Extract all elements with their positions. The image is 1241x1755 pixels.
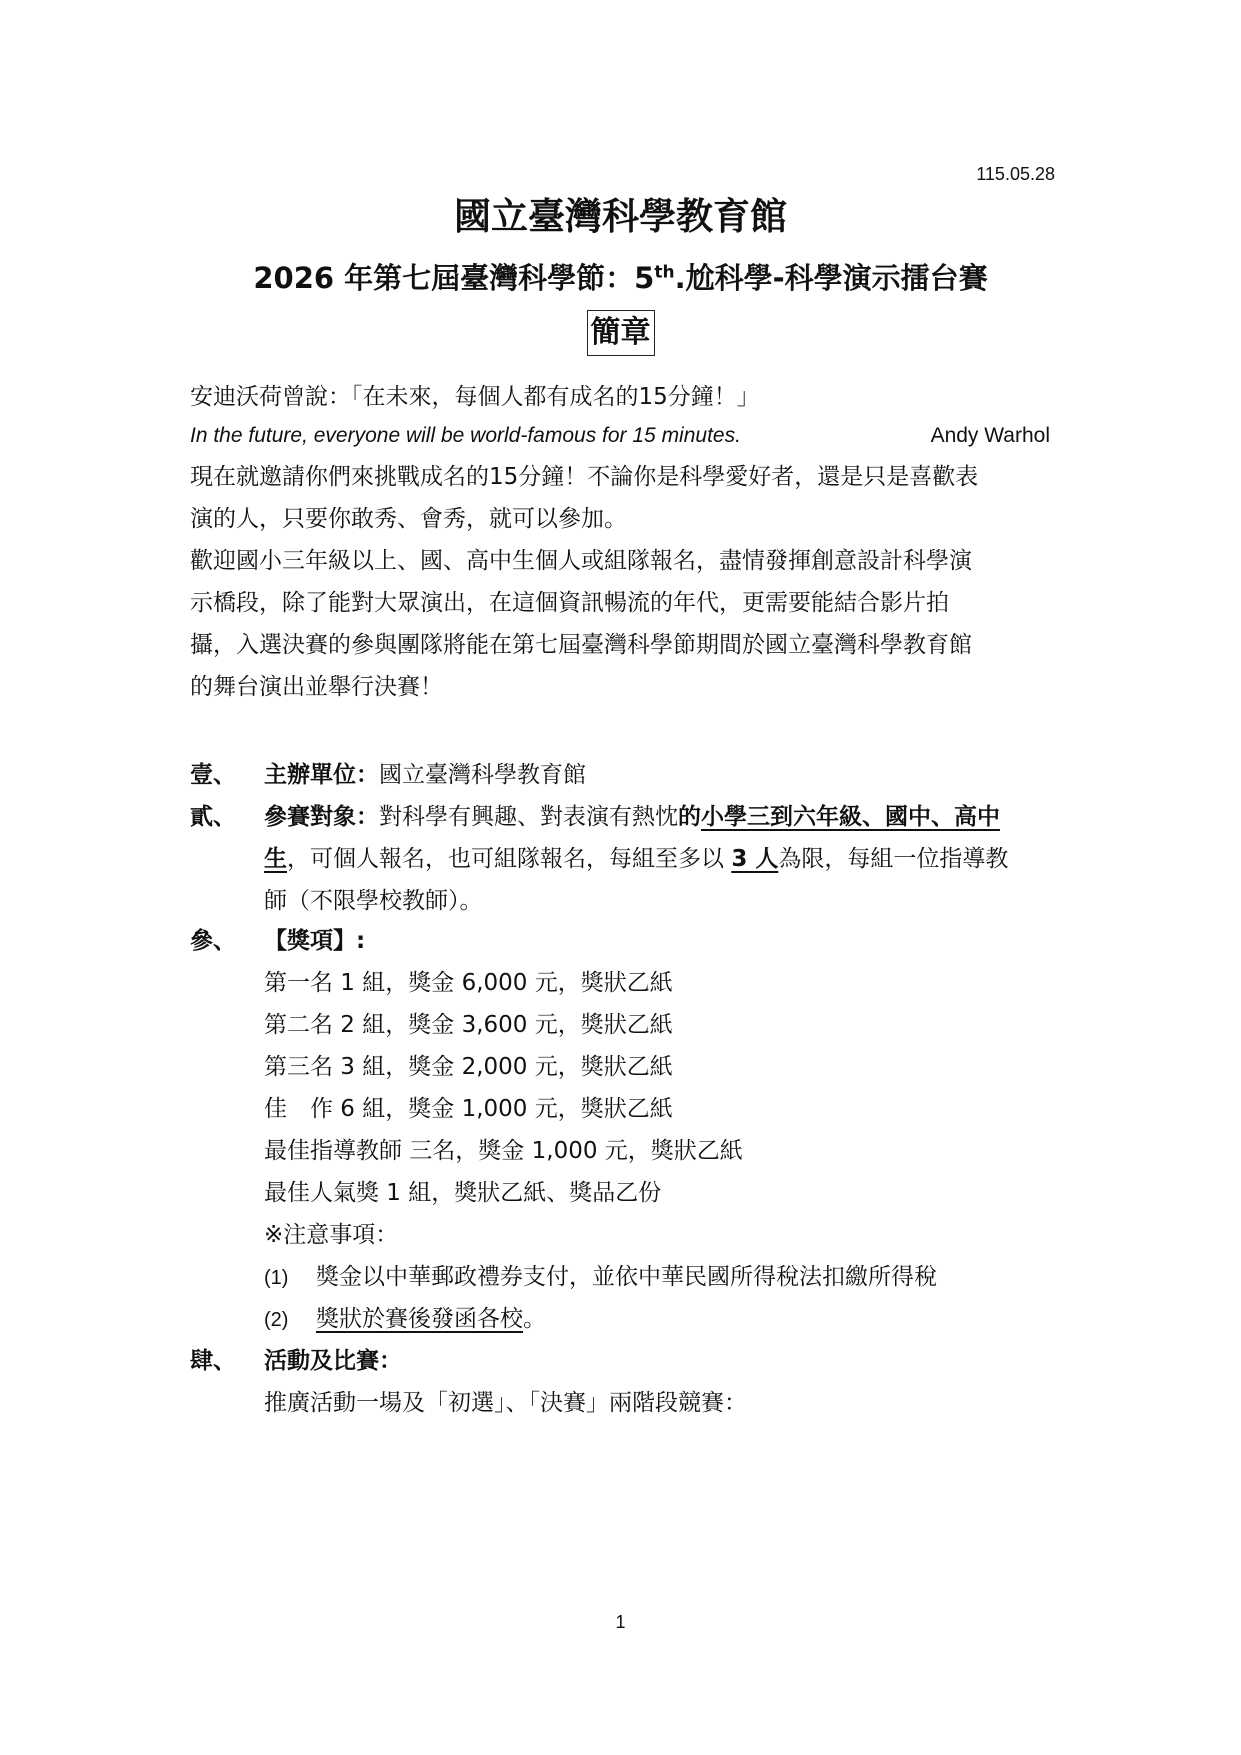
award-line: 最佳人氣獎 1 組，獎狀乙紙、獎品乙份 (264, 1180, 662, 1206)
intro-paragraph-2 (190, 540, 1060, 708)
paragraph-line: 的舞台演出並舉行決賽！ (190, 674, 443, 700)
section-1-body (264, 754, 1060, 796)
section-2-text-d: 生 (264, 846, 287, 872)
section-2-text-c: 小學三到六年級、國中、高中 (701, 804, 1000, 830)
section-2-text-b: 的 (678, 804, 701, 830)
section-1-text: 國立臺灣科學教育館 (379, 762, 586, 788)
section-2-text-e: ，可個人報名，也可組隊報名，每組至多以 (287, 846, 724, 872)
boxed-heading-wrap (0, 310, 1241, 356)
quote-en: In the future, everyone will be world-famous for 15 minutes. (190, 424, 741, 447)
document-subtitle (0, 256, 1241, 297)
award-line: 第二名 2 組，獎金 3,600 元，獎狀乙紙 (264, 1012, 673, 1038)
section-4-number: 肆、 (190, 1348, 236, 1374)
paragraph-line: 演的人，只要你敢秀、會秀，就可以參加。 (190, 506, 627, 532)
quote-author: Andy Warhol (930, 424, 1050, 447)
section-2-text-g: 為限，每組一位指導教 (778, 846, 1009, 872)
section-2-line-3: 師（不限學校教師）。 (264, 888, 483, 914)
section-1-label: 主辦單位： (264, 762, 379, 788)
document-date: 115.05.28 (976, 164, 1055, 184)
note-2-end: 。 (523, 1306, 546, 1332)
section-2-text-a: 對科學有興趣、對表演有熱忱 (379, 804, 678, 830)
note-2-text: 獎狀於賽後發函各校 (316, 1306, 523, 1332)
section-3-label: 【獎項】: (264, 928, 366, 954)
section-2-label: 參賽對象： (264, 804, 379, 830)
award-line: 第三名 3 組，獎金 2,000 元，獎狀乙紙 (264, 1054, 673, 1080)
award-line: 最佳指導教師 三名，獎金 1,000 元，獎狀乙紙 (264, 1138, 743, 1164)
notes-title: ※注意事項： (264, 1222, 399, 1248)
section-2-text-f: 3 人 (731, 846, 779, 872)
paragraph-line: 攝，入選決賽的參與團隊將能在第七屆臺灣科學節期間於國立臺灣科學教育館 (190, 632, 972, 658)
note-1-text: 獎金以中華郵政禮券支付，並依中華民國所得稅法扣繳所得稅 (316, 1264, 937, 1290)
section-3-number: 參、 (190, 928, 236, 954)
intro-paragraph-1 (190, 456, 1060, 540)
paragraph-line: 現在就邀請你們來挑戰成名的15分鐘！不論你是科學愛好者，還是只是喜歡表 (190, 464, 979, 490)
note-2-number: (2) (264, 1309, 289, 1331)
document-title: 國立臺灣科學教育館 (454, 195, 787, 238)
quote-zh: 安迪沃荷曾說：「在未來，每個人都有成名的15分鐘！」 (190, 384, 760, 410)
award-line: 佳 作 6 組，獎金 1,000 元，獎狀乙紙 (264, 1096, 673, 1122)
subtitle-post: .尬科學-科學演示擂台賽 (674, 261, 988, 295)
section-2-body (264, 796, 1060, 922)
note-1-number: (1) (264, 1267, 289, 1289)
section-2-number: 貳、 (190, 804, 236, 830)
page-number: 1 (615, 1612, 626, 1632)
subtitle-sup: th (654, 262, 675, 283)
paragraph-line: 歡迎國小三年級以上、國、高中生個人或組隊報名，盡情發揮創意設計科學演 (190, 548, 972, 574)
subtitle-pre: 2026 年第七屆臺灣科學節：5 (253, 261, 655, 295)
note-1 (264, 1256, 937, 1299)
section-1-number: 壹、 (190, 762, 236, 788)
note-2 (264, 1298, 546, 1341)
section-4-text: 推廣活動一場及「初選」、「決賽」兩階段競賽： (264, 1390, 747, 1416)
boxed-heading: 簡章 (587, 310, 655, 356)
section-4-label: 活動及比賽： (264, 1348, 402, 1374)
award-line: 第一名 1 組，獎金 6,000 元，獎狀乙紙 (264, 970, 673, 996)
quote-en-line (190, 424, 1050, 448)
paragraph-line: 示橋段，除了能對大眾演出，在這個資訊暢流的年代，更需要能結合影片拍 (190, 590, 949, 616)
